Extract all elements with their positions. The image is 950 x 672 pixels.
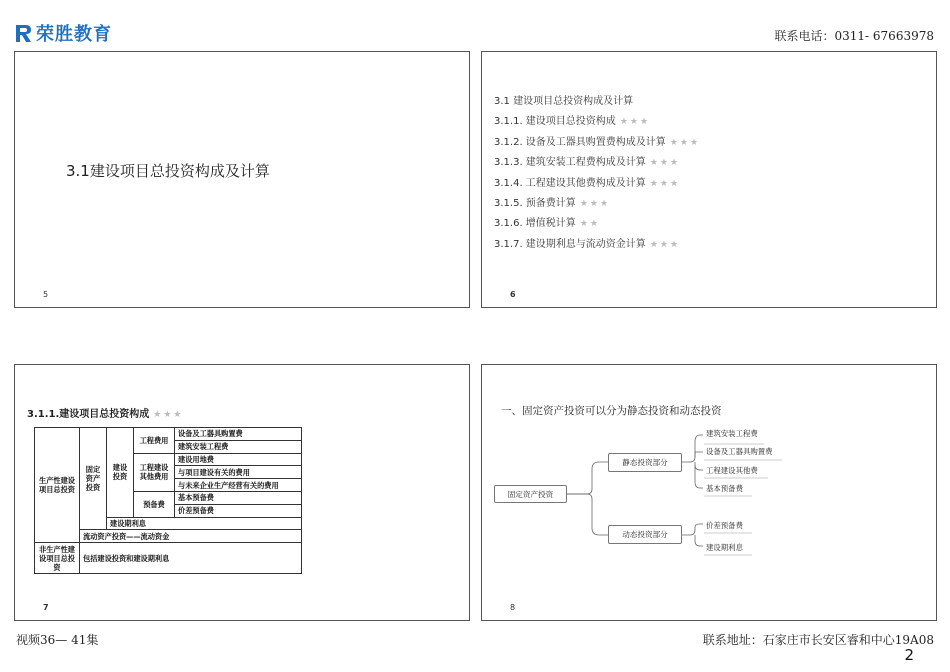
slide-page-number: 8 bbox=[510, 603, 516, 612]
slide-7 bbox=[14, 364, 470, 621]
toc-item: 3.1.2. 设备及工器具购置费构成及计算 ★★★ bbox=[494, 136, 701, 148]
star-rating-icon: ★★★ bbox=[649, 158, 681, 169]
table-cell: 工程建设其他费用 bbox=[134, 453, 175, 491]
toc-item: 3.1.1. 建设项目总投资构成 ★★★ bbox=[494, 116, 651, 128]
slide-6 bbox=[481, 51, 937, 308]
slide-page-number: 5 bbox=[43, 290, 49, 299]
brand-logo bbox=[14, 20, 112, 46]
logo-mark-icon bbox=[14, 23, 33, 44]
star-rating-icon: ★★ bbox=[579, 219, 600, 230]
mindmap-leaf: 设备及工器具购置费 bbox=[706, 447, 773, 456]
slide-title: 3.1.1.建设项目总投资构成 ★★★ bbox=[27, 409, 184, 420]
table-cell: 建设投资 bbox=[107, 428, 134, 518]
table-cell: 包括建设投资和建设期利息 bbox=[80, 543, 302, 574]
contact-phone: 联系电话：0311- 67663978 bbox=[774, 29, 934, 43]
table-cell: 生产性建设项目总投资 bbox=[35, 428, 80, 543]
star-rating-icon: ★★★ bbox=[649, 239, 681, 250]
page-number: 2 bbox=[904, 646, 914, 664]
mindmap-dynamic-node: 动态投资部分 bbox=[608, 525, 682, 544]
table-cell: 设备及工器具购置费 bbox=[175, 428, 302, 441]
toc-item: 3.1.4. 工程建设其他费构成及计算 ★★★ bbox=[494, 177, 681, 189]
slide-5 bbox=[14, 51, 470, 308]
toc-item: 3.1.3. 建筑安装工程费构成及计算 ★★★ bbox=[494, 157, 681, 169]
table-cell: 与项目建设有关的费用 bbox=[175, 466, 302, 479]
star-rating-icon: ★★★ bbox=[649, 178, 681, 189]
mindmap-leaf: 基本预备费 bbox=[706, 484, 743, 493]
table-cell: 建设期利息 bbox=[107, 517, 302, 530]
mindmap-static-node: 静态投资部分 bbox=[608, 453, 682, 472]
star-rating-icon: ★★★ bbox=[153, 410, 184, 420]
star-rating-icon: ★★★ bbox=[579, 198, 611, 209]
star-rating-icon: ★★★ bbox=[669, 137, 701, 148]
table-cell: 基本预备费 bbox=[175, 491, 302, 504]
mindmap-leaf: 建筑安装工程费 bbox=[706, 429, 758, 438]
mindmap-root-node: 固定资产投资 bbox=[494, 485, 567, 503]
toc-item: 3.1.5. 预备费计算 ★★★ bbox=[494, 197, 611, 209]
mindmap-leaf: 价差预备费 bbox=[706, 521, 743, 530]
slide-title: 3.1建设项目总投资构成及计算 bbox=[66, 162, 270, 180]
slide-page-number: 7 bbox=[43, 603, 49, 612]
table-cell: 工程费用 bbox=[134, 428, 175, 454]
contact-address: 联系地址：石家庄市长安区睿和中心19A08 bbox=[702, 633, 934, 647]
toc-list bbox=[494, 92, 700, 255]
table-cell: 建筑安装工程费 bbox=[175, 440, 302, 453]
toc-item: 3.1.7. 建设期利息与流动资金计算 ★★★ bbox=[494, 238, 681, 250]
table-cell: 固定资产投资 bbox=[80, 428, 107, 530]
table-cell: 流动资产投资——流动资金 bbox=[80, 530, 302, 543]
table-cell: 预备费 bbox=[134, 491, 175, 517]
slide-page-number: 6 bbox=[510, 290, 516, 299]
toc-item: 3.1.6. 增值税计算 ★★ bbox=[494, 218, 600, 230]
video-episodes: 视频36— 41集 bbox=[16, 633, 99, 647]
toc-item: 3.1 建设项目总投资构成及计算 bbox=[494, 96, 634, 107]
table-cell: 建设用地费 bbox=[175, 453, 302, 466]
table-cell: 非生产性建设项目总投资 bbox=[35, 543, 80, 574]
slide-title: 一、固定资产投资可以分为静态投资和动态投资 bbox=[501, 405, 722, 417]
table-cell: 与未来企业生产经营有关的费用 bbox=[175, 479, 302, 492]
mindmap-leaf: 工程建设其他费 bbox=[706, 466, 758, 475]
slide-8 bbox=[481, 364, 937, 621]
star-rating-icon: ★★★ bbox=[619, 117, 651, 128]
table-cell: 价差预备费 bbox=[175, 504, 302, 517]
mindmap-leaf: 建设期利息 bbox=[706, 543, 743, 552]
investment-composition-table bbox=[34, 427, 302, 574]
brand-name: 荣胜教育 bbox=[36, 24, 112, 45]
